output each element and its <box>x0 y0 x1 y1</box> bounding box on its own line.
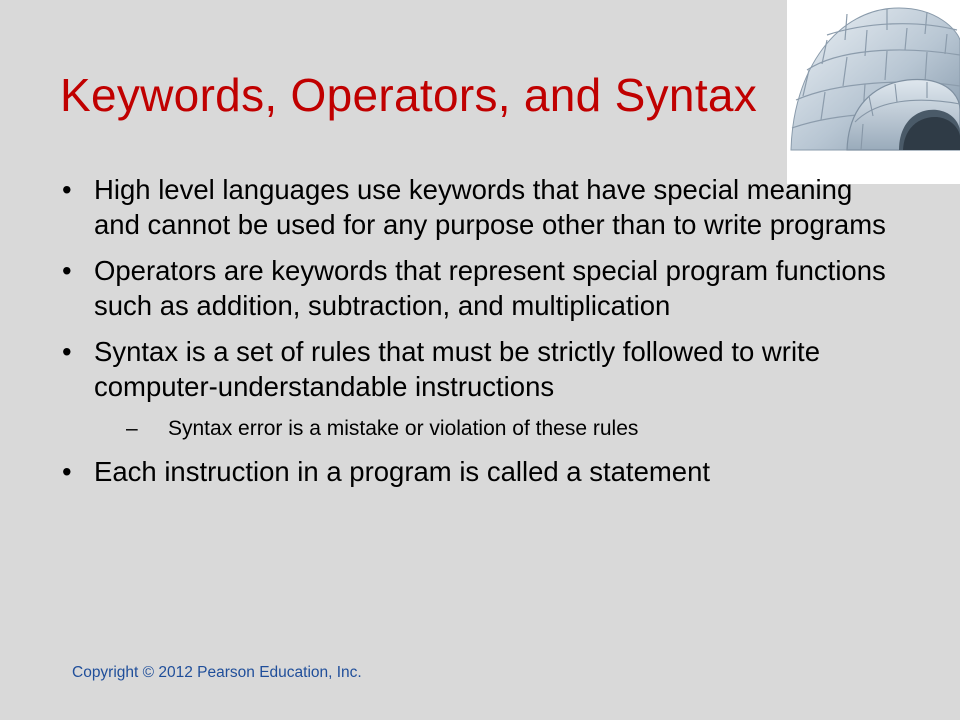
bullet-keywords <box>62 172 902 242</box>
sub-bullet-syntax-error <box>126 415 902 443</box>
slide-title: Keywords, Operators, and Syntax <box>60 69 758 121</box>
copyright-footer: Copyright © 2012 Pearson Education, Inc. <box>72 664 362 681</box>
bullet-list <box>62 172 902 500</box>
bullet-text: High level languages use keywords that have special meaning and cannot be used for any purpose other than to write programs <box>94 174 886 240</box>
sub-bullet-text: Syntax error is a mistake or violation of these rules <box>168 417 639 440</box>
sub-bullet-list <box>94 415 902 443</box>
bullet-statement <box>62 454 902 489</box>
bullet-text: Syntax is a set of rules that must be strictly followed to write computer-understandable instructions <box>94 336 820 402</box>
bullet-text: Each instruction in a program is called a statement <box>94 456 710 487</box>
bullet-operators <box>62 253 902 323</box>
bullet-text: Operators are keywords that represent special program functions such as addition, subtraction, and multiplication <box>94 255 886 321</box>
bullet-syntax <box>62 334 902 443</box>
